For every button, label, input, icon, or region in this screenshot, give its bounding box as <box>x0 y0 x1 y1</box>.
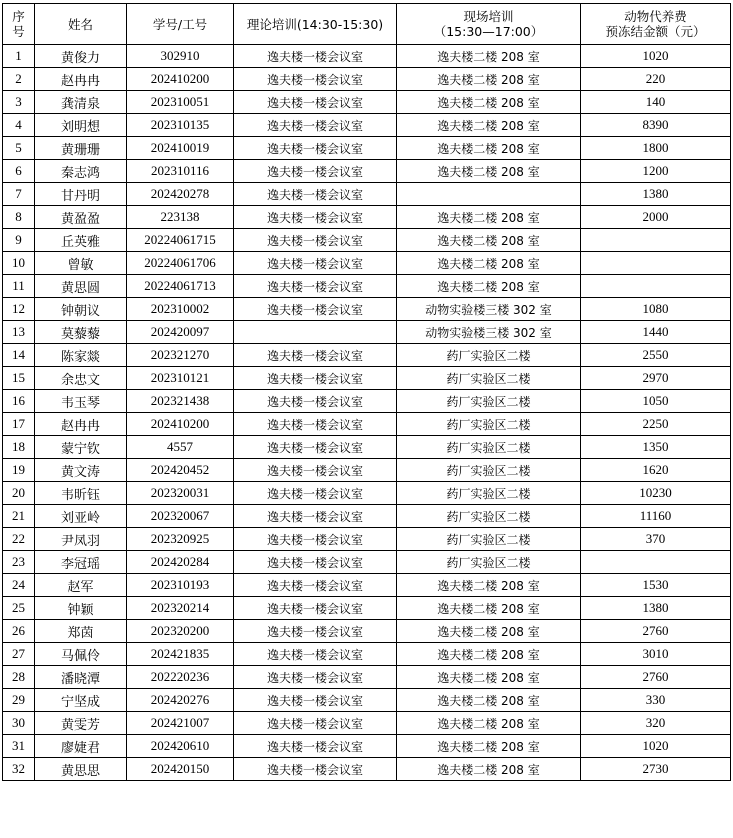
cell-id: 202310193 <box>127 574 234 597</box>
cell-theory: 逸夫楼一楼会议室 <box>234 551 397 574</box>
cell-id: 302910 <box>127 45 234 68</box>
table-row <box>3 482 731 505</box>
cell-site: 药厂实验区二楼 <box>397 344 581 367</box>
cell-fee: 1440 <box>581 321 731 344</box>
cell-site: 逸夫楼二楼 208 室 <box>397 735 581 758</box>
table-row <box>3 758 731 781</box>
cell-theory: 逸夫楼一楼会议室 <box>234 643 397 666</box>
cell-fee: 10230 <box>581 482 731 505</box>
cell-id: 202321270 <box>127 344 234 367</box>
cell-name: 赵冉冉 <box>35 68 127 91</box>
cell-seq: 27 <box>3 643 35 666</box>
cell-theory: 逸夫楼一楼会议室 <box>234 367 397 390</box>
cell-site: 药厂实验区二楼 <box>397 482 581 505</box>
cell-name: 黄思思 <box>35 758 127 781</box>
cell-seq: 4 <box>3 114 35 137</box>
cell-name: 丘英雅 <box>35 229 127 252</box>
cell-name: 尹凤羽 <box>35 528 127 551</box>
cell-seq: 15 <box>3 367 35 390</box>
cell-fee: 1380 <box>581 183 731 206</box>
cell-name: 郑茵 <box>35 620 127 643</box>
cell-site: 逸夫楼二楼 208 室 <box>397 620 581 643</box>
cell-theory: 逸夫楼一楼会议室 <box>234 183 397 206</box>
cell-id: 202420452 <box>127 459 234 482</box>
cell-fee: 8390 <box>581 114 731 137</box>
cell-name: 刘明想 <box>35 114 127 137</box>
table-row <box>3 689 731 712</box>
table-row <box>3 275 731 298</box>
cell-site: 逸夫楼二楼 208 室 <box>397 252 581 275</box>
cell-site: 药厂实验区二楼 <box>397 436 581 459</box>
table-row <box>3 666 731 689</box>
cell-name: 刘亚岭 <box>35 505 127 528</box>
cell-id: 20224061713 <box>127 275 234 298</box>
cell-theory: 逸夫楼一楼会议室 <box>234 114 397 137</box>
cell-fee: 2550 <box>581 344 731 367</box>
cell-theory: 逸夫楼一楼会议室 <box>234 574 397 597</box>
cell-id: 223138 <box>127 206 234 229</box>
cell-name: 钟朝议 <box>35 298 127 321</box>
cell-site: 逸夫楼二楼 208 室 <box>397 275 581 298</box>
cell-seq: 24 <box>3 574 35 597</box>
table-row <box>3 459 731 482</box>
cell-theory: 逸夫楼一楼会议室 <box>234 666 397 689</box>
cell-theory: 逸夫楼一楼会议室 <box>234 229 397 252</box>
cell-fee <box>581 252 731 275</box>
cell-theory <box>234 321 397 344</box>
table-row <box>3 505 731 528</box>
table-row <box>3 114 731 137</box>
cell-theory: 逸夫楼一楼会议室 <box>234 482 397 505</box>
cell-site: 药厂实验区二楼 <box>397 390 581 413</box>
cell-fee: 1200 <box>581 160 731 183</box>
cell-site <box>397 183 581 206</box>
cell-site: 逸夫楼二楼 208 室 <box>397 666 581 689</box>
cell-seq: 3 <box>3 91 35 114</box>
table-row <box>3 68 731 91</box>
cell-fee: 1050 <box>581 390 731 413</box>
table-row <box>3 45 731 68</box>
cell-id: 202320925 <box>127 528 234 551</box>
cell-seq: 19 <box>3 459 35 482</box>
table-row <box>3 91 731 114</box>
cell-fee: 1380 <box>581 597 731 620</box>
cell-theory: 逸夫楼一楼会议室 <box>234 206 397 229</box>
cell-id: 202310135 <box>127 114 234 137</box>
cell-site: 动物实验楼三楼 302 室 <box>397 321 581 344</box>
cell-fee: 1530 <box>581 574 731 597</box>
cell-site: 药厂实验区二楼 <box>397 413 581 436</box>
cell-seq: 7 <box>3 183 35 206</box>
cell-fee: 2760 <box>581 620 731 643</box>
cell-fee: 2000 <box>581 206 731 229</box>
cell-name: 廖婕君 <box>35 735 127 758</box>
cell-theory: 逸夫楼一楼会议室 <box>234 298 397 321</box>
cell-seq: 30 <box>3 712 35 735</box>
table-body <box>3 45 731 781</box>
cell-name: 曾敏 <box>35 252 127 275</box>
cell-id: 20224061706 <box>127 252 234 275</box>
header-seq-line1: 序 <box>12 9 25 24</box>
table-row <box>3 620 731 643</box>
cell-name: 马佩伶 <box>35 643 127 666</box>
cell-theory: 逸夫楼一楼会议室 <box>234 620 397 643</box>
cell-theory: 逸夫楼一楼会议室 <box>234 160 397 183</box>
cell-seq: 21 <box>3 505 35 528</box>
cell-name: 宁坚成 <box>35 689 127 712</box>
table-header-row <box>3 4 731 45</box>
cell-site: 逸夫楼二楼 208 室 <box>397 712 581 735</box>
cell-name: 黄雯芳 <box>35 712 127 735</box>
cell-id: 202310116 <box>127 160 234 183</box>
cell-id: 202310002 <box>127 298 234 321</box>
cell-site: 药厂实验区二楼 <box>397 367 581 390</box>
cell-seq: 28 <box>3 666 35 689</box>
cell-id: 202410200 <box>127 68 234 91</box>
cell-seq: 12 <box>3 298 35 321</box>
table-row <box>3 321 731 344</box>
cell-name: 黄盈盈 <box>35 206 127 229</box>
cell-seq: 11 <box>3 275 35 298</box>
cell-site: 逸夫楼二楼 208 室 <box>397 114 581 137</box>
header-site-line1: 现场培训 <box>463 9 514 24</box>
cell-fee: 1020 <box>581 45 731 68</box>
cell-name: 黄思圆 <box>35 275 127 298</box>
cell-theory: 逸夫楼一楼会议室 <box>234 689 397 712</box>
cell-site: 药厂实验区二楼 <box>397 505 581 528</box>
cell-site: 逸夫楼二楼 208 室 <box>397 229 581 252</box>
cell-seq: 23 <box>3 551 35 574</box>
cell-fee: 320 <box>581 712 731 735</box>
cell-id: 202410200 <box>127 413 234 436</box>
table-row <box>3 436 731 459</box>
cell-id: 202321438 <box>127 390 234 413</box>
cell-theory: 逸夫楼一楼会议室 <box>234 45 397 68</box>
table-row <box>3 252 731 275</box>
header-fee <box>581 4 731 45</box>
cell-theory: 逸夫楼一楼会议室 <box>234 390 397 413</box>
cell-id: 202421835 <box>127 643 234 666</box>
cell-theory: 逸夫楼一楼会议室 <box>234 459 397 482</box>
cell-theory: 逸夫楼一楼会议室 <box>234 597 397 620</box>
cell-site: 药厂实验区二楼 <box>397 551 581 574</box>
cell-seq: 5 <box>3 137 35 160</box>
cell-fee: 1020 <box>581 735 731 758</box>
header-site <box>397 4 581 45</box>
cell-theory: 逸夫楼一楼会议室 <box>234 436 397 459</box>
cell-id: 202410019 <box>127 137 234 160</box>
cell-theory: 逸夫楼一楼会议室 <box>234 137 397 160</box>
cell-fee: 2250 <box>581 413 731 436</box>
cell-site: 逸夫楼二楼 208 室 <box>397 597 581 620</box>
cell-seq: 13 <box>3 321 35 344</box>
cell-theory: 逸夫楼一楼会议室 <box>234 275 397 298</box>
header-seq-line2: 号 <box>12 24 25 39</box>
table-row <box>3 367 731 390</box>
cell-id: 202220236 <box>127 666 234 689</box>
cell-seq: 31 <box>3 735 35 758</box>
cell-fee: 2730 <box>581 758 731 781</box>
cell-seq: 2 <box>3 68 35 91</box>
cell-site: 逸夫楼二楼 208 室 <box>397 45 581 68</box>
cell-id: 20224061715 <box>127 229 234 252</box>
cell-seq: 6 <box>3 160 35 183</box>
cell-seq: 20 <box>3 482 35 505</box>
cell-seq: 22 <box>3 528 35 551</box>
cell-seq: 14 <box>3 344 35 367</box>
cell-site: 逸夫楼二楼 208 室 <box>397 91 581 114</box>
table-row <box>3 298 731 321</box>
cell-seq: 16 <box>3 390 35 413</box>
cell-site: 动物实验楼三楼 302 室 <box>397 298 581 321</box>
cell-id: 202310051 <box>127 91 234 114</box>
training-schedule-table <box>2 3 731 781</box>
cell-site: 逸夫楼二楼 208 室 <box>397 643 581 666</box>
cell-theory: 逸夫楼一楼会议室 <box>234 505 397 528</box>
cell-name: 陈家燚 <box>35 344 127 367</box>
header-theory: 理论培训(14:30-15:30) <box>234 4 397 45</box>
table-row <box>3 735 731 758</box>
cell-name: 潘晓潭 <box>35 666 127 689</box>
cell-id: 202320214 <box>127 597 234 620</box>
cell-name: 秦志鸿 <box>35 160 127 183</box>
header-fee-line2: 预冻结金额（元） <box>605 24 706 39</box>
table-row <box>3 643 731 666</box>
cell-fee: 11160 <box>581 505 731 528</box>
cell-id: 202420278 <box>127 183 234 206</box>
table-row <box>3 160 731 183</box>
cell-seq: 9 <box>3 229 35 252</box>
cell-fee <box>581 551 731 574</box>
cell-seq: 10 <box>3 252 35 275</box>
cell-fee: 330 <box>581 689 731 712</box>
cell-id: 202320031 <box>127 482 234 505</box>
cell-name: 黄俊力 <box>35 45 127 68</box>
cell-seq: 26 <box>3 620 35 643</box>
cell-fee: 2970 <box>581 367 731 390</box>
cell-theory: 逸夫楼一楼会议室 <box>234 758 397 781</box>
cell-fee: 1350 <box>581 436 731 459</box>
cell-id: 202420150 <box>127 758 234 781</box>
table-row <box>3 528 731 551</box>
cell-seq: 25 <box>3 597 35 620</box>
cell-name: 钟颖 <box>35 597 127 620</box>
cell-name: 黄珊珊 <box>35 137 127 160</box>
table-row <box>3 597 731 620</box>
table-row <box>3 229 731 252</box>
cell-seq: 29 <box>3 689 35 712</box>
cell-name: 蒙宁钦 <box>35 436 127 459</box>
cell-name: 龚清泉 <box>35 91 127 114</box>
cell-name: 李冠瑶 <box>35 551 127 574</box>
header-id: 学号/工号 <box>127 4 234 45</box>
cell-id: 202420097 <box>127 321 234 344</box>
header-name: 姓名 <box>35 4 127 45</box>
cell-theory: 逸夫楼一楼会议室 <box>234 413 397 436</box>
cell-site: 逸夫楼二楼 208 室 <box>397 160 581 183</box>
cell-id: 202320200 <box>127 620 234 643</box>
table-row <box>3 551 731 574</box>
cell-theory: 逸夫楼一楼会议室 <box>234 91 397 114</box>
cell-site: 逸夫楼二楼 208 室 <box>397 137 581 160</box>
cell-name: 韦昕钰 <box>35 482 127 505</box>
cell-fee: 220 <box>581 68 731 91</box>
cell-theory: 逸夫楼一楼会议室 <box>234 712 397 735</box>
cell-fee: 1620 <box>581 459 731 482</box>
cell-site: 逸夫楼二楼 208 室 <box>397 206 581 229</box>
cell-id: 202420284 <box>127 551 234 574</box>
cell-fee: 3010 <box>581 643 731 666</box>
cell-seq: 18 <box>3 436 35 459</box>
cell-name: 余忠文 <box>35 367 127 390</box>
cell-site: 逸夫楼二楼 208 室 <box>397 758 581 781</box>
cell-site: 药厂实验区二楼 <box>397 459 581 482</box>
cell-site: 药厂实验区二楼 <box>397 528 581 551</box>
cell-name: 甘丹明 <box>35 183 127 206</box>
cell-fee: 1080 <box>581 298 731 321</box>
cell-site: 逸夫楼二楼 208 室 <box>397 689 581 712</box>
header-fee-line1: 动物代养费 <box>624 9 687 24</box>
cell-seq: 1 <box>3 45 35 68</box>
table-row <box>3 712 731 735</box>
table-row <box>3 413 731 436</box>
cell-id: 202320067 <box>127 505 234 528</box>
cell-fee <box>581 275 731 298</box>
cell-fee: 140 <box>581 91 731 114</box>
cell-theory: 逸夫楼一楼会议室 <box>234 68 397 91</box>
table-row <box>3 183 731 206</box>
cell-theory: 逸夫楼一楼会议室 <box>234 735 397 758</box>
cell-seq: 32 <box>3 758 35 781</box>
header-seq <box>3 4 35 45</box>
cell-theory: 逸夫楼一楼会议室 <box>234 528 397 551</box>
cell-theory: 逸夫楼一楼会议室 <box>234 252 397 275</box>
cell-name: 韦玉琴 <box>35 390 127 413</box>
cell-fee: 2760 <box>581 666 731 689</box>
table-row <box>3 344 731 367</box>
cell-id: 202420610 <box>127 735 234 758</box>
cell-fee: 370 <box>581 528 731 551</box>
table-row <box>3 206 731 229</box>
cell-name: 黄文涛 <box>35 459 127 482</box>
cell-site: 逸夫楼二楼 208 室 <box>397 68 581 91</box>
cell-seq: 8 <box>3 206 35 229</box>
cell-fee: 1800 <box>581 137 731 160</box>
cell-id: 202421007 <box>127 712 234 735</box>
cell-seq: 17 <box>3 413 35 436</box>
table-row <box>3 574 731 597</box>
cell-id: 202420276 <box>127 689 234 712</box>
cell-name: 莫藜藜 <box>35 321 127 344</box>
cell-theory: 逸夫楼一楼会议室 <box>234 344 397 367</box>
cell-name: 赵冉冉 <box>35 413 127 436</box>
cell-fee <box>581 229 731 252</box>
cell-site: 逸夫楼二楼 208 室 <box>397 574 581 597</box>
table-row <box>3 390 731 413</box>
cell-name: 赵军 <box>35 574 127 597</box>
cell-id: 4557 <box>127 436 234 459</box>
cell-id: 202310121 <box>127 367 234 390</box>
table-row <box>3 137 731 160</box>
header-site-line2: （15:30—17:00） <box>433 24 544 39</box>
